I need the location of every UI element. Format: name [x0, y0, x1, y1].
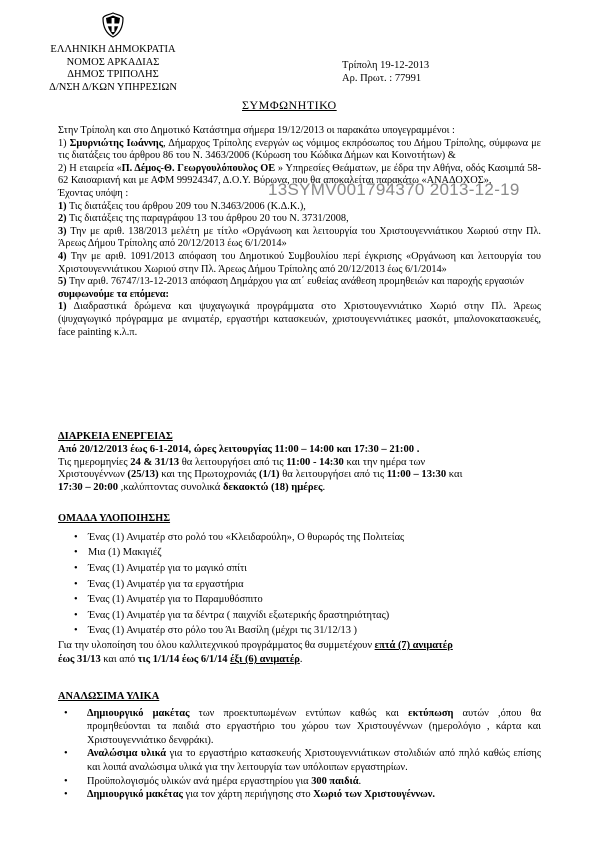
text: Για την υλοποίηση του όλου καλλιτεχνικού προγράμματος θα συμμετέχουν	[58, 639, 375, 651]
text: και της Πρωτοχρονιάς	[158, 469, 259, 481]
intro-paragraph: Στην Τρίπολη και στο Δημοτικό Κατάστημα σήμερα 19/12/2013 οι παρακάτω υπογεγραμμένοι :	[58, 125, 455, 136]
text: Χωριό των Χριστουγέννων.	[313, 789, 436, 801]
consideration-text: Την με αριθ. 138/2013 μελέτη με τίτλο «Οργάνωση και λειτουργία του Χριστουγεννιάτικου Χωριού στην Πλ. Άρεως Δήμου Τρίπολης από 20/12/2013 έως 6/1/2014»	[58, 225, 541, 250]
consideration-text: Την με αριθ. 1091/2013 απόφαση του Δημοτικού Συμβουλίου περί έγκρισης «Οργάνωση και λειτουργία του Χριστουγεννιάτικου Χωριού στην Πλ. Άρεως Δήμου Τρίπολης από 20/12/2013 έως 6/1/2014»	[58, 250, 541, 275]
diavgeia-watermark: 13SYMV001794370 2013-12-19	[268, 180, 520, 199]
header-line: ΔΗΜΟΣ ΤΡΙΠΟΛΗΣ	[67, 69, 159, 80]
text: (25/13)	[127, 469, 159, 481]
text: δεκαοκτώ (18) ημέρες	[223, 482, 323, 494]
text: και την ημέρα των	[343, 456, 426, 468]
text: Αναλώσιμα υλικά	[87, 748, 167, 760]
party-2-description: » Υπηρεσίες Θεάματων, με έδρα την Αθήνα, οδός Κασιμπά 58-62 Καισαριανή και με ΑΦΜ 99924347, Δ.Ο.Υ. Βύρωνα, που θα αποκαλείται παρακάτω «ΑΝΑΔΟΧΟΣ»,	[58, 162, 542, 187]
text: εκτύπωση	[408, 707, 454, 719]
issuer-header	[48, 44, 178, 94]
consideration-3	[58, 226, 541, 251]
place-date: Τρίπολη 19-12-2013	[342, 60, 430, 71]
agreement-number: 1)	[58, 301, 67, 313]
team-list	[58, 530, 541, 639]
text: .	[358, 775, 362, 787]
text: και από	[100, 653, 138, 665]
party-2-name: Π. Δέμος-Θ. Γεωργουλόπουλος ΟΕ	[121, 162, 276, 174]
header-line: ΕΛΛΗΝΙΚΗ ΔΗΜΟΚΡΑΤΙΑ	[50, 44, 176, 55]
text: Δημιουργικό μακέτας	[87, 707, 190, 719]
agreement-heading: συμφωνούμε τα επόμενα:	[58, 288, 169, 300]
text: .	[322, 482, 326, 494]
team-summary-line-2	[58, 653, 541, 667]
agreement-item-1	[58, 301, 541, 339]
team-heading: ΟΜΑΔΑ ΥΛΟΠΟΙΗΣΗΣ	[58, 513, 171, 524]
text: των προεκτυπωμένων εντύπων καθώς και	[189, 707, 409, 719]
text: και	[446, 469, 463, 481]
party-1-description: , Δήμαρχος Τρίπολης ενεργών ως νόμιμος εκπρόσωπος του Δήμου Τρίπολης, σύμφωνα με τις διατάξεις του άρθρου 86 του Ν. 3463/2006 (Κύρωση του Κώδικα Δήμων και Κοινοτήτων) &	[58, 137, 541, 162]
consideration-number: 4)	[58, 250, 67, 262]
text: .	[299, 653, 303, 665]
text: επτά (7) ανιματέρ	[374, 639, 453, 651]
consideration-number: 3)	[58, 225, 67, 237]
team-section	[58, 513, 541, 667]
greek-emblem-icon	[102, 12, 124, 38]
supplies-list	[58, 707, 541, 802]
intro-section	[58, 125, 541, 339]
list-item: • Ένας (1) Ανιματέρ στο ρολό του «Κλειδαρούλη», Ο θυρωρός της Πολιτείας	[58, 530, 541, 546]
party-2-prefix: 2) Η εταιρεία «	[58, 162, 122, 174]
text: (1/1)	[258, 469, 280, 481]
text: 11:00 – 13:30	[386, 469, 447, 481]
party-1	[58, 138, 541, 163]
text: θα λειτουργήσει από τις	[279, 469, 387, 481]
consideration-1	[58, 201, 541, 214]
supplies-heading: ΑΝΑΛΩΣΙΜΑ ΥΛΙΚΑ	[58, 691, 160, 702]
text: Τις ημερομηνίες	[58, 456, 131, 468]
duration-heading: ΔΙΑΡΚΕΙΑ ΕΝΕΡΓΕΙΑΣ	[58, 431, 173, 442]
duration-line-2	[58, 457, 541, 470]
consideration-5	[58, 276, 541, 289]
text: τις 1/1/14 έως 6/1/14	[137, 653, 228, 665]
text: έως 31/13	[58, 653, 101, 665]
considering-heading: Έχοντας υπόψη :	[58, 187, 129, 199]
party-1-number: 1)	[58, 137, 67, 149]
text: 17:30 – 20:00	[58, 482, 119, 494]
header-line: ΝΟΜΟΣ ΑΡΚΑΔΙΑΣ	[66, 56, 160, 68]
duration-line-4	[58, 482, 541, 495]
list-item	[58, 775, 541, 789]
text: αυτών ,όπου θα προμηθεύονται τα παιδιά στο εργαστήριο του χώρου των Χριστουγέννων (ημερολόγιο , κάρτα και Χριστουγεννιάτικο δενφράκι).	[87, 707, 542, 746]
date-protocol-block	[342, 59, 429, 85]
supplies-section	[58, 690, 541, 802]
team-summary-line-1	[58, 639, 541, 653]
text: 24 & 31/13	[130, 456, 180, 468]
consideration-text: Τις διατάξεις του άρθρου 209 του Ν.3463/2006 (Κ.Δ.Κ.),	[66, 200, 306, 212]
text: ,καλύπτοντας συνολικά	[118, 482, 224, 494]
text: έξι (6) ανιματέρ	[230, 653, 300, 665]
text: 11:00 - 14:30	[286, 456, 344, 468]
text: Χριστουγέννων	[58, 469, 128, 481]
text: για τον χάρτη περιήγησης στο	[182, 789, 314, 801]
text: 300 παιδιά	[311, 775, 359, 787]
consideration-4	[58, 251, 541, 276]
document-title: ΣΥΜΦΩΝΗΤΙΚΟ	[242, 98, 337, 112]
text: Προϋπολογισμός υλικών ανά ημέρα εργαστηρίου για	[87, 775, 312, 787]
duration-line-1: Από 20/12/2013 έως 6-1-2014, ώρες λειτουργίας 11:00 – 14:00 και 17:30 – 21:00 .	[58, 443, 420, 455]
text: για το εργαστήριο κατασκευής Χριστουγεννιάτικων στολιδιών από πηλό καθώς επίσης και λοιπά αναλώσιμα υλικά για την λειτουργία των υπόλοιπων εργαστηρίων.	[87, 748, 541, 773]
list-item	[58, 747, 541, 774]
duration-line-3	[58, 469, 541, 482]
consideration-text: Τις διατάξεις της παραγράφου 13 του άρθρου 20 του Ν. 3731/2008,	[66, 213, 349, 225]
list-item: • Ένας (1) Ανιματέρ για το Παραμυθόσπιτο	[58, 592, 541, 608]
consideration-2	[58, 213, 541, 226]
duration-section	[58, 431, 541, 495]
consideration-text: Την αριθ. 76747/13-12-2013 απόφαση Δημάρχου για απ΄ ευθείας ανάθεση προμηθειών και παροχής εργασιών	[66, 276, 524, 288]
agreement-text: Διαδραστικά δρώμενα και ψυχαγωγικά προγράμματα στο Χριστουγεννιάτικο Χωριό στην Πλ. Άρεως (ψυχαγωγικό πρόγραμμα με ανιματέρ, εργαστήρι κατασκευών, χριστουγεννιάτικες μασκότ, μπαλονοκατασκευές, face painting κ.λ.π.	[58, 301, 541, 338]
list-item: • Ένας (1) Ανιματέρ για τα δέντρα ( παιχνίδι εξωτερικής δραστηριότητας)	[58, 608, 541, 624]
list-item	[58, 707, 541, 748]
list-item: • Ένας (1) Ανιματέρ για το μαγικό σπίτι	[58, 561, 541, 577]
list-item: • Ένας (1) Ανιματέρ για τα εργαστήρια	[58, 577, 541, 593]
party-1-name: Σμυρνιώτης Ιωάννης	[69, 137, 164, 149]
protocol-number: Αρ. Πρωτ. : 77991	[342, 73, 422, 84]
text: Δημιουργικό μακέτας	[87, 789, 183, 801]
list-item	[58, 788, 541, 802]
consideration-number: 5)	[58, 276, 67, 288]
consideration-number: 1)	[58, 200, 67, 212]
header-line: Δ/ΝΣΗ Δ/ΚΩΝ ΥΠΗΡΕΣΙΩΝ	[49, 81, 177, 93]
list-item: • Μια (1) Μακιγιέζ	[58, 545, 541, 561]
list-item: • Ένας (1) Ανιματέρ στο ρόλο του Άι Βασίλη (μέχρι τις 31/12/13 )	[58, 623, 541, 639]
consideration-number: 2)	[58, 213, 67, 225]
text: θα λειτουργήσει από τις	[179, 456, 287, 468]
